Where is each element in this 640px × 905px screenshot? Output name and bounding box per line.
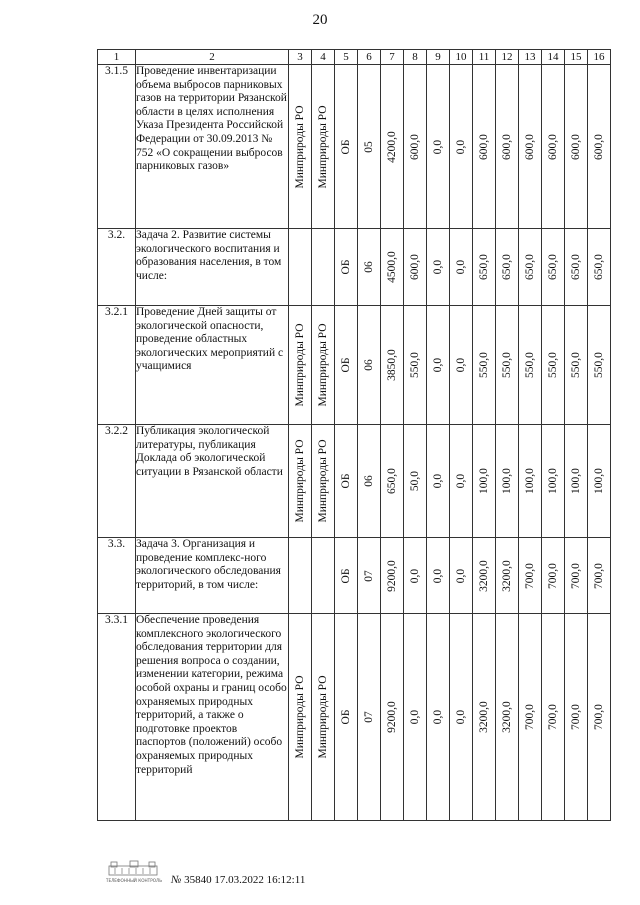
value-cell: 700,0 bbox=[542, 614, 565, 821]
row-name: Обеспечение проведения комплексного экологического обследования территории для решения вопроса о создании, изменении категории, режима особой охраны и границ особо охраняемых природных территорий, а также о подготовке проектов паспортов (положений) особо охраняемых природных территорий bbox=[136, 614, 289, 821]
code-cell: 06 bbox=[358, 229, 381, 306]
executor-cell: Минприроды РО bbox=[289, 65, 312, 229]
value-cell: 50,0 bbox=[404, 425, 427, 538]
value-cell: 3200,0 bbox=[496, 614, 519, 821]
value-cell: 700,0 bbox=[519, 538, 542, 614]
col-header: 10 bbox=[450, 50, 473, 65]
value-cell: 100,0 bbox=[588, 425, 611, 538]
row-name: Задача 2. Развитие системы экологического воспитания и образования населения, в том числе: bbox=[136, 229, 289, 306]
value-cell: 0,0 bbox=[450, 229, 473, 306]
value-cell: 3200,0 bbox=[473, 538, 496, 614]
row-number: 3.2.2 bbox=[98, 425, 136, 538]
value-cell: 0,0 bbox=[427, 306, 450, 425]
table-row bbox=[98, 538, 611, 614]
value-cell: 0,0 bbox=[427, 614, 450, 821]
page-number: 20 bbox=[312, 12, 328, 28]
col-header: 11 bbox=[473, 50, 496, 65]
value-cell: 550,0 bbox=[542, 306, 565, 425]
value-cell: 0,0 bbox=[450, 614, 473, 821]
value-cell: 700,0 bbox=[519, 614, 542, 821]
value-cell: 550,0 bbox=[473, 306, 496, 425]
value-cell: 700,0 bbox=[542, 538, 565, 614]
source-cell: ОБ bbox=[335, 229, 358, 306]
header-row bbox=[98, 50, 611, 65]
code-cell: 07 bbox=[358, 614, 381, 821]
row-number: 3.3. bbox=[98, 538, 136, 614]
value-cell: 3200,0 bbox=[473, 614, 496, 821]
value-cell: 550,0 bbox=[519, 306, 542, 425]
coexecutor-cell bbox=[312, 229, 335, 306]
value-cell: 650,0 bbox=[588, 229, 611, 306]
registration-info bbox=[171, 874, 305, 886]
row-number: 3.3.1 bbox=[98, 614, 136, 821]
source-cell: ОБ bbox=[335, 425, 358, 538]
row-number: 3.2. bbox=[98, 229, 136, 306]
source-cell: ОБ bbox=[335, 65, 358, 229]
col-header: 13 bbox=[519, 50, 542, 65]
value-cell: 600,0 bbox=[404, 229, 427, 306]
value-cell: 0,0 bbox=[404, 614, 427, 821]
value-cell: 650,0 bbox=[565, 229, 588, 306]
doc-datetime: 17.03.2022 16:12:11 bbox=[214, 874, 306, 886]
value-cell: 0,0 bbox=[450, 425, 473, 538]
coexecutor-cell: Минприроды РО bbox=[312, 306, 335, 425]
value-cell: 3850,0 bbox=[381, 306, 404, 425]
col-header: 4 bbox=[312, 50, 335, 65]
value-cell: 700,0 bbox=[565, 614, 588, 821]
col-header: 9 bbox=[427, 50, 450, 65]
value-cell: 650,0 bbox=[519, 229, 542, 306]
doc-id: 35840 bbox=[184, 874, 212, 886]
table-row bbox=[98, 306, 611, 425]
row-number: 3.2.1 bbox=[98, 306, 136, 425]
value-cell: 4200,0 bbox=[381, 65, 404, 229]
col-header: 3 bbox=[289, 50, 312, 65]
row-name: Публикация экологической литературы, публикация Доклада об экологической ситуации в Рязанской области bbox=[136, 425, 289, 538]
value-cell: 650,0 bbox=[381, 425, 404, 538]
doc-number-sign: № bbox=[171, 874, 182, 886]
value-cell: 600,0 bbox=[565, 65, 588, 229]
source-cell: ОБ bbox=[335, 306, 358, 425]
source-cell: ОБ bbox=[335, 614, 358, 821]
value-cell: 3200,0 bbox=[496, 538, 519, 614]
value-cell: 550,0 bbox=[404, 306, 427, 425]
executor-cell: Минприроды РО bbox=[289, 425, 312, 538]
svg-text:ТЕЛЕФОННЫЙ КОНТРОЛЬ: ТЕЛЕФОННЫЙ КОНТРОЛЬ bbox=[106, 878, 162, 883]
value-cell: 600,0 bbox=[542, 65, 565, 229]
col-header: 1 bbox=[98, 50, 136, 65]
value-cell: 600,0 bbox=[588, 65, 611, 229]
col-header: 14 bbox=[542, 50, 565, 65]
code-cell: 07 bbox=[358, 538, 381, 614]
col-header: 12 bbox=[496, 50, 519, 65]
value-cell: 600,0 bbox=[496, 65, 519, 229]
value-cell: 600,0 bbox=[519, 65, 542, 229]
row-name: Проведение инвентаризации объема выбросов парниковых газов на территории Рязанской области в целях исполнения Указа Президента Российской Федерации от 30.09.2013 № 752 «О сокращении выбросов парниковых газов» bbox=[136, 65, 289, 229]
value-cell: 650,0 bbox=[473, 229, 496, 306]
value-cell: 100,0 bbox=[519, 425, 542, 538]
value-cell: 100,0 bbox=[542, 425, 565, 538]
table-row bbox=[98, 614, 611, 821]
table-row bbox=[98, 229, 611, 306]
value-cell: 9200,0 bbox=[381, 614, 404, 821]
value-cell: 0,0 bbox=[404, 538, 427, 614]
value-cell: 700,0 bbox=[588, 614, 611, 821]
col-header: 7 bbox=[381, 50, 404, 65]
executor-cell bbox=[289, 538, 312, 614]
executor-cell bbox=[289, 229, 312, 306]
coexecutor-cell: Минприроды РО bbox=[312, 425, 335, 538]
code-cell: 06 bbox=[358, 306, 381, 425]
col-header: 2 bbox=[136, 50, 289, 65]
table-row bbox=[98, 65, 611, 229]
col-header: 8 bbox=[404, 50, 427, 65]
value-cell: 550,0 bbox=[588, 306, 611, 425]
value-cell: 100,0 bbox=[496, 425, 519, 538]
value-cell: 650,0 bbox=[542, 229, 565, 306]
code-cell: 06 bbox=[358, 425, 381, 538]
value-cell: 4500,0 bbox=[381, 229, 404, 306]
value-cell: 550,0 bbox=[496, 306, 519, 425]
table-row bbox=[98, 425, 611, 538]
value-cell: 700,0 bbox=[588, 538, 611, 614]
col-header: 16 bbox=[588, 50, 611, 65]
value-cell: 650,0 bbox=[496, 229, 519, 306]
col-header: 5 bbox=[335, 50, 358, 65]
program-table bbox=[97, 49, 611, 821]
value-cell: 0,0 bbox=[427, 538, 450, 614]
value-cell: 0,0 bbox=[450, 65, 473, 229]
col-header: 6 bbox=[358, 50, 381, 65]
value-cell: 600,0 bbox=[473, 65, 496, 229]
source-cell: ОБ bbox=[335, 538, 358, 614]
value-cell: 0,0 bbox=[450, 538, 473, 614]
coexecutor-cell: Минприроды РО bbox=[312, 614, 335, 821]
coexecutor-cell: Минприроды РО bbox=[312, 65, 335, 229]
value-cell: 0,0 bbox=[450, 306, 473, 425]
value-cell: 0,0 bbox=[427, 425, 450, 538]
value-cell: 700,0 bbox=[565, 538, 588, 614]
value-cell: 100,0 bbox=[473, 425, 496, 538]
value-cell: 100,0 bbox=[565, 425, 588, 538]
value-cell: 600,0 bbox=[404, 65, 427, 229]
row-name: Задача 3. Организация и проведение комплекс-ного экологического обследования территорий, в том числе: bbox=[136, 538, 289, 614]
row-number: 3.1.5 bbox=[98, 65, 136, 229]
value-cell: 0,0 bbox=[427, 65, 450, 229]
row-name: Проведение Дней защиты от экологической опасности, проведение областных экологических мероприятий с учащимися bbox=[136, 306, 289, 425]
coexecutor-cell bbox=[312, 538, 335, 614]
value-cell: 9200,0 bbox=[381, 538, 404, 614]
value-cell: 550,0 bbox=[565, 306, 588, 425]
executor-cell: Минприроды РО bbox=[289, 614, 312, 821]
registration-stamp-icon bbox=[106, 859, 162, 890]
col-header: 15 bbox=[565, 50, 588, 65]
value-cell: 0,0 bbox=[427, 229, 450, 306]
code-cell: 05 bbox=[358, 65, 381, 229]
executor-cell: Минприроды РО bbox=[289, 306, 312, 425]
